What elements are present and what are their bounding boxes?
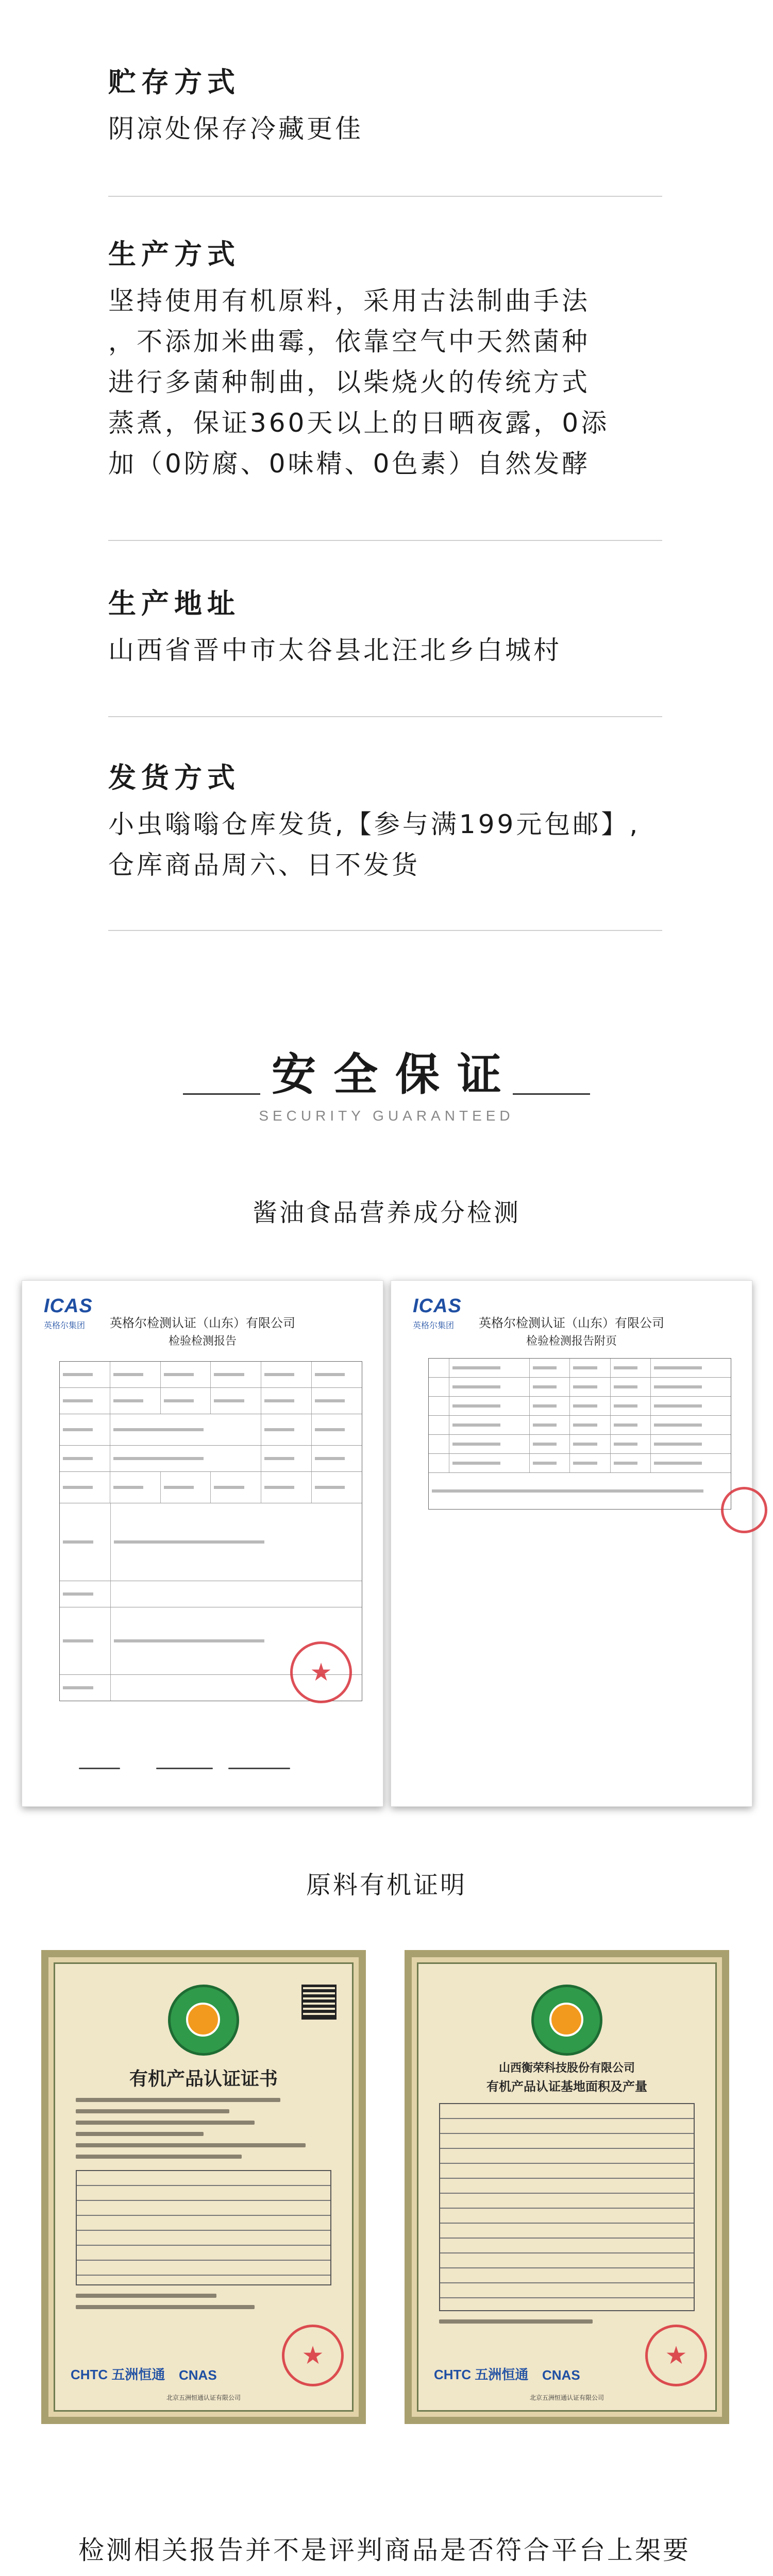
chtc-logo: CHTC 五洲恒通	[71, 2367, 165, 2382]
address-title: 生产地址	[108, 587, 240, 620]
chtc-logo: CHTC 五洲恒通	[434, 2367, 529, 2382]
signature	[228, 1768, 290, 1769]
storage-body: 阴凉处保存冷藏更佳	[108, 113, 363, 144]
cnas-logo: CNAS	[542, 2367, 580, 2383]
production-section	[108, 238, 662, 484]
organic-base-certificate-image	[405, 1950, 729, 2424]
organic-certificate-image	[41, 1950, 366, 2424]
certificate-table	[76, 2170, 331, 2285]
report-table	[428, 1358, 731, 1510]
organic-emblem-icon	[531, 1985, 602, 2056]
red-seal-stamp: ★	[290, 1641, 352, 1703]
qr-code-icon	[301, 1985, 337, 2020]
report-subtitle: 检验检测报告附页	[526, 1335, 617, 1348]
reports-caption: 酱油食品营养成分检测	[252, 1198, 520, 1227]
certs-caption: 原料有机证明	[306, 1871, 467, 1900]
cnas-logo: CNAS	[179, 2367, 217, 2383]
certificate-company: 山西衡荣科技股份有限公司	[498, 2062, 635, 2075]
signature	[156, 1768, 213, 1769]
signature	[79, 1768, 120, 1769]
test-report-image	[22, 1280, 383, 1807]
shipping-title: 发货方式	[108, 761, 240, 794]
disclaimer-text: 检测相关报告并不是评判商品是否符合平台上架要	[78, 2535, 691, 2565]
divider	[108, 540, 662, 541]
storage-section	[108, 66, 662, 149]
icas-logo: ICAS	[44, 1295, 93, 1317]
icas-logo-sub: 英格尔集团	[44, 1320, 86, 1330]
divider	[108, 930, 662, 931]
divider	[108, 716, 662, 717]
security-heading	[0, 1048, 773, 1124]
security-subtitle: SECURITY GUARANTEED	[259, 1108, 514, 1124]
test-report-attachment-image	[391, 1280, 752, 1807]
shipping-section	[108, 761, 662, 886]
security-title: 安全保证	[272, 1049, 519, 1100]
icas-logo: ICAS	[413, 1295, 462, 1317]
storage-title: 贮存方式	[108, 66, 240, 98]
report-subtitle: 检验检测报告	[168, 1335, 237, 1348]
icas-logo-sub: 英格尔集团	[413, 1320, 455, 1330]
organic-emblem-icon	[168, 1985, 239, 2056]
red-seal-stamp	[721, 1487, 767, 1533]
red-seal-stamp: ★	[645, 2325, 707, 2386]
certificate-issuer: 北京五洲恒通认证有限公司	[166, 2394, 241, 2401]
divider	[108, 196, 662, 197]
red-seal-stamp: ★	[282, 2325, 344, 2386]
certificate-issuer: 北京五洲恒通认证有限公司	[529, 2394, 604, 2401]
address-body: 山西省晋中市太谷县北汪北乡白城村	[108, 635, 562, 665]
certificate-title: 有机产品认证证书	[129, 2069, 278, 2090]
certificate-title: 有机产品认证基地面积及产量	[486, 2079, 647, 2094]
production-title: 生产方式	[108, 238, 240, 270]
report-title: 英格尔检测认证（山东）有限公司	[110, 1316, 295, 1330]
production-body: 坚持使用有机原料，采用古法制曲手法 ，不添加米曲霉，依靠空气中天然菌种 进行多菌种制曲，以柴烧火的传统方式 蒸煮，保证360天以上的日晒夜露，0添 加（0防腐、0味精、0色素）自然发酵	[108, 285, 610, 479]
certificate-table	[439, 2103, 695, 2311]
report-title: 英格尔检测认证（山东）有限公司	[479, 1316, 664, 1330]
address-section	[108, 587, 662, 671]
shipping-body: 小虫嗡嗡仓库发货,【参与满199元包邮】, 仓库商品周六、日不发货	[108, 809, 641, 880]
